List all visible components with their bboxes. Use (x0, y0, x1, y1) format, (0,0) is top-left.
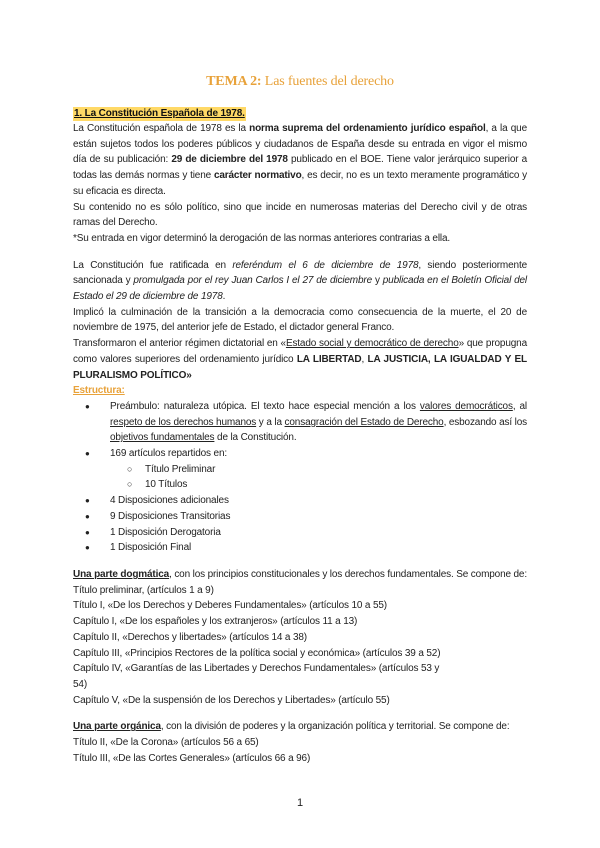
section-heading: 1. La Constitución Española de 1978. (74, 108, 245, 119)
list-item: ● 1 Disposición Final (73, 540, 527, 556)
organica-line: Título II, «De la Corona» (artículos 56 a 65) (73, 737, 259, 749)
dogmatica-line: Capítulo III, «Principios Rectores de la política social y económica» (artículos 39 a 52) (73, 647, 441, 659)
title-rest: Las fuentes del derecho (261, 74, 394, 89)
page-title (0, 74, 600, 90)
dogmatica-intro: Una parte dogmática, con los principios constitucionales y los derechos fundamentales. Se compone de: (73, 568, 527, 580)
paragraph-4: La Constitución fue ratificada en referéndum el 6 de diciembre de 1978, siendo posteriormente sancionada y promulgada por el rey Juan Carlos I el 27 de diciembre y publicada en el Boletín Oficial del Estado el 29 de diciembre de 1978. (73, 259, 527, 303)
paragraph-1: La Constitución española de 1978 es la norma suprema del ordenamiento jurídico español, a la que están sujetos todos los poderes públicos y ciudadanos de España desde su entrada en vigor el mismo día de su publicación: 29 de diciembre del 1978 publicado en el BOE. Tiene valor jerárquico superior a todas las demás normas y tiene carácter normativo, es decir, no es un texto meramente programático y su eficacia es directa. (73, 123, 528, 197)
title-bold: TEMA 2: (206, 74, 262, 89)
paragraph-3: *Su entrada en vigor determinó la derogación de las normas anteriores contrarias a ella. (73, 232, 451, 244)
estructura-list (73, 399, 527, 556)
organica-intro: Una parte orgánica, con la división de poderes y la organización política y territorial. Se compone de: (73, 721, 510, 733)
dogmatica-line: Título preliminar, (artículos 1 a 9) (73, 584, 214, 596)
list-item: ● 1 Disposición Derogatoria (73, 525, 527, 541)
paragraph-2: Su contenido no es sólo político, sino que incide en numerosas materias del Derecho civil y de otras ramas del Derecho. (73, 201, 527, 229)
page-number: 1 (297, 797, 303, 809)
estructura-label: Estructura: (73, 385, 125, 397)
list-item: ● 9 Disposiciones Transitorias (73, 509, 527, 525)
dogmatica-line: Capítulo I, «De los españoles y los extranjeros» (artículos 11 a 13) (73, 616, 358, 628)
paragraph-5: Implicó la culminación de la transición a la democracia como consecuencia de la muerte, el 20 de noviembre de 1975, del anterior jefe de Estado, el dictador general Franco. (73, 306, 527, 334)
paragraph-6: Transformaron el anterior régimen dictatorial en «Estado social y democrático de derecho» que propugna como valores superiores del ordenamiento jurídico LA LIBERTAD, LA JUSTICIA, LA IGUALDAD Y EL PLURALISMO POLÍTICO» (73, 338, 527, 381)
list-item-articulos: ● 169 artículos repartidos en: ○ Título Preliminar ○ 10 Títulos (73, 446, 527, 493)
list-item: ● 4 Disposiciones adicionales (73, 493, 527, 509)
dogmatica-line: 54) (73, 678, 88, 690)
organica-line: Título III, «De las Cortes Generales» (artículos 66 a 96) (73, 752, 311, 764)
dogmatica-line: Título I, «De los Derechos y Deberes Fundamentales» (artículos 10 a 55) (73, 600, 387, 612)
document-body (73, 100, 527, 766)
sub-item: ○ 10 Títulos (73, 477, 527, 493)
sub-item: ○ Título Preliminar (73, 462, 527, 478)
sub-list (73, 462, 527, 493)
list-item-preambulo: ● Preámbulo: naturaleza utópica. El texto hace especial mención a los valores democráticos, al respeto de los derechos humanos y a la consagración del Estado de Derecho, esbozando así los objetivos fundamentales de la Constitución. (73, 399, 527, 446)
dogmatica-line: Capítulo V, «De la suspensión de los Derechos y Libertades» (artículo 55) (73, 694, 390, 706)
dogmatica-line: Capítulo IV, «Garantías de las Libertades y Derechos Fundamentales» (artículos 53 y (73, 663, 440, 675)
dogmatica-line: Capítulo II, «Derechos y libertades» (artículos 14 a 38) (73, 631, 307, 643)
